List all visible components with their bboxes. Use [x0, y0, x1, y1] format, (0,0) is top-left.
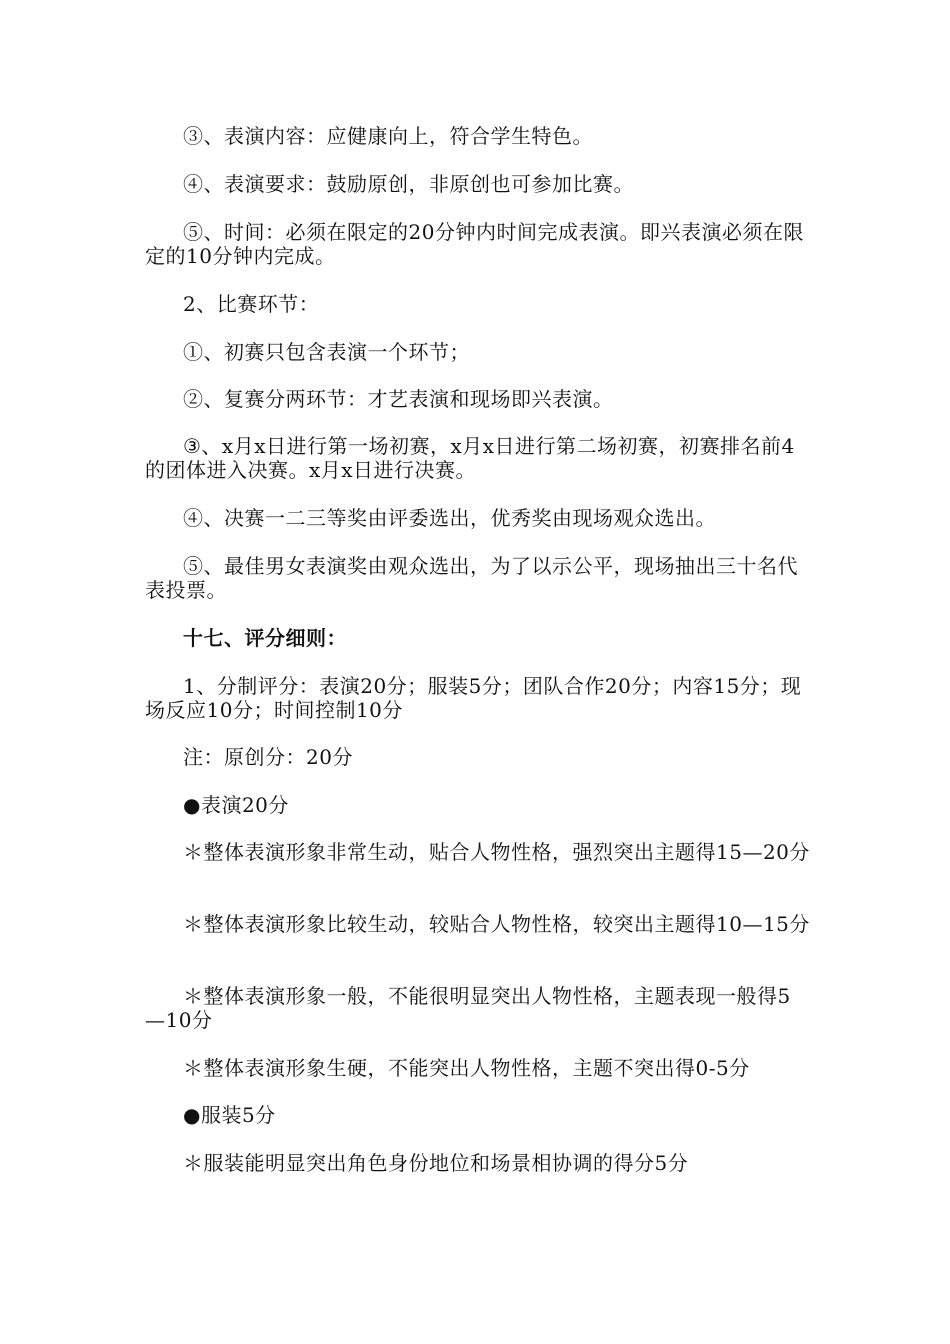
paragraph-preliminary-round: ①、初赛只包含表演一个环节；	[183, 340, 470, 364]
criterion-costume-full: ＊服装能明显突出角色身份地位和场景相协调的得分5分	[183, 1151, 689, 1175]
paragraph-best-actor-award: ⑤、最佳男女表演奖由观众选出，为了以示公平，现场抽出三十名代表投票。	[145, 554, 798, 602]
paragraph-time-limit: ⑤、时间：必须在限定的20分钟内时间完成表演。即兴表演必须在限定的10分钟内完成。	[145, 220, 804, 268]
paragraph-final-awards: ④、决赛一二三等奖由评委选出，优秀奖由现场观众选出。	[183, 506, 716, 530]
bullet-costume-heading: ●服装5分	[183, 1103, 276, 1127]
paragraph-schedule: ③、x月x日进行第一场初赛，x月x日进行第二场初赛，初赛排名前4的团体进入决赛。x月x日进行决赛。	[145, 434, 795, 482]
section-heading-scoring-rules: 十七、评分细则：	[183, 626, 347, 650]
paragraph-score-breakdown: 1、分制评分：表演20分；服装5分；团队合作20分；内容15分；现场反应10分；时间控制10分	[145, 674, 802, 722]
paragraph-performance-requirements: ④、表演要求：鼓励原创，非原创也可参加比赛。	[183, 172, 634, 196]
bullet-performance-heading: ●表演20分	[183, 793, 289, 817]
criterion-performance-average: ＊整体表演形象一般，不能很明显突出人物性格，主题表现一般得5—10分	[145, 984, 791, 1032]
paragraph-performance-content: ③、表演内容：应健康向上，符合学生特色。	[183, 124, 593, 148]
paragraph-originality-note: 注：原创分：20分	[183, 745, 353, 769]
criterion-performance-poor: ＊整体表演形象生硬，不能突出人物性格，主题不突出得0-5分	[183, 1056, 750, 1080]
criterion-performance-good: ＊整体表演形象比较生动，较贴合人物性格，较突出主题得10—15分	[183, 912, 810, 936]
paragraph-second-round: ②、复赛分两环节：才艺表演和现场即兴表演。	[183, 387, 614, 411]
paragraph-competition-stages-heading: 2、比赛环节：	[183, 292, 320, 316]
criterion-performance-excellent: ＊整体表演形象非常生动，贴合人物性格，强烈突出主题得15—20分	[183, 840, 810, 864]
